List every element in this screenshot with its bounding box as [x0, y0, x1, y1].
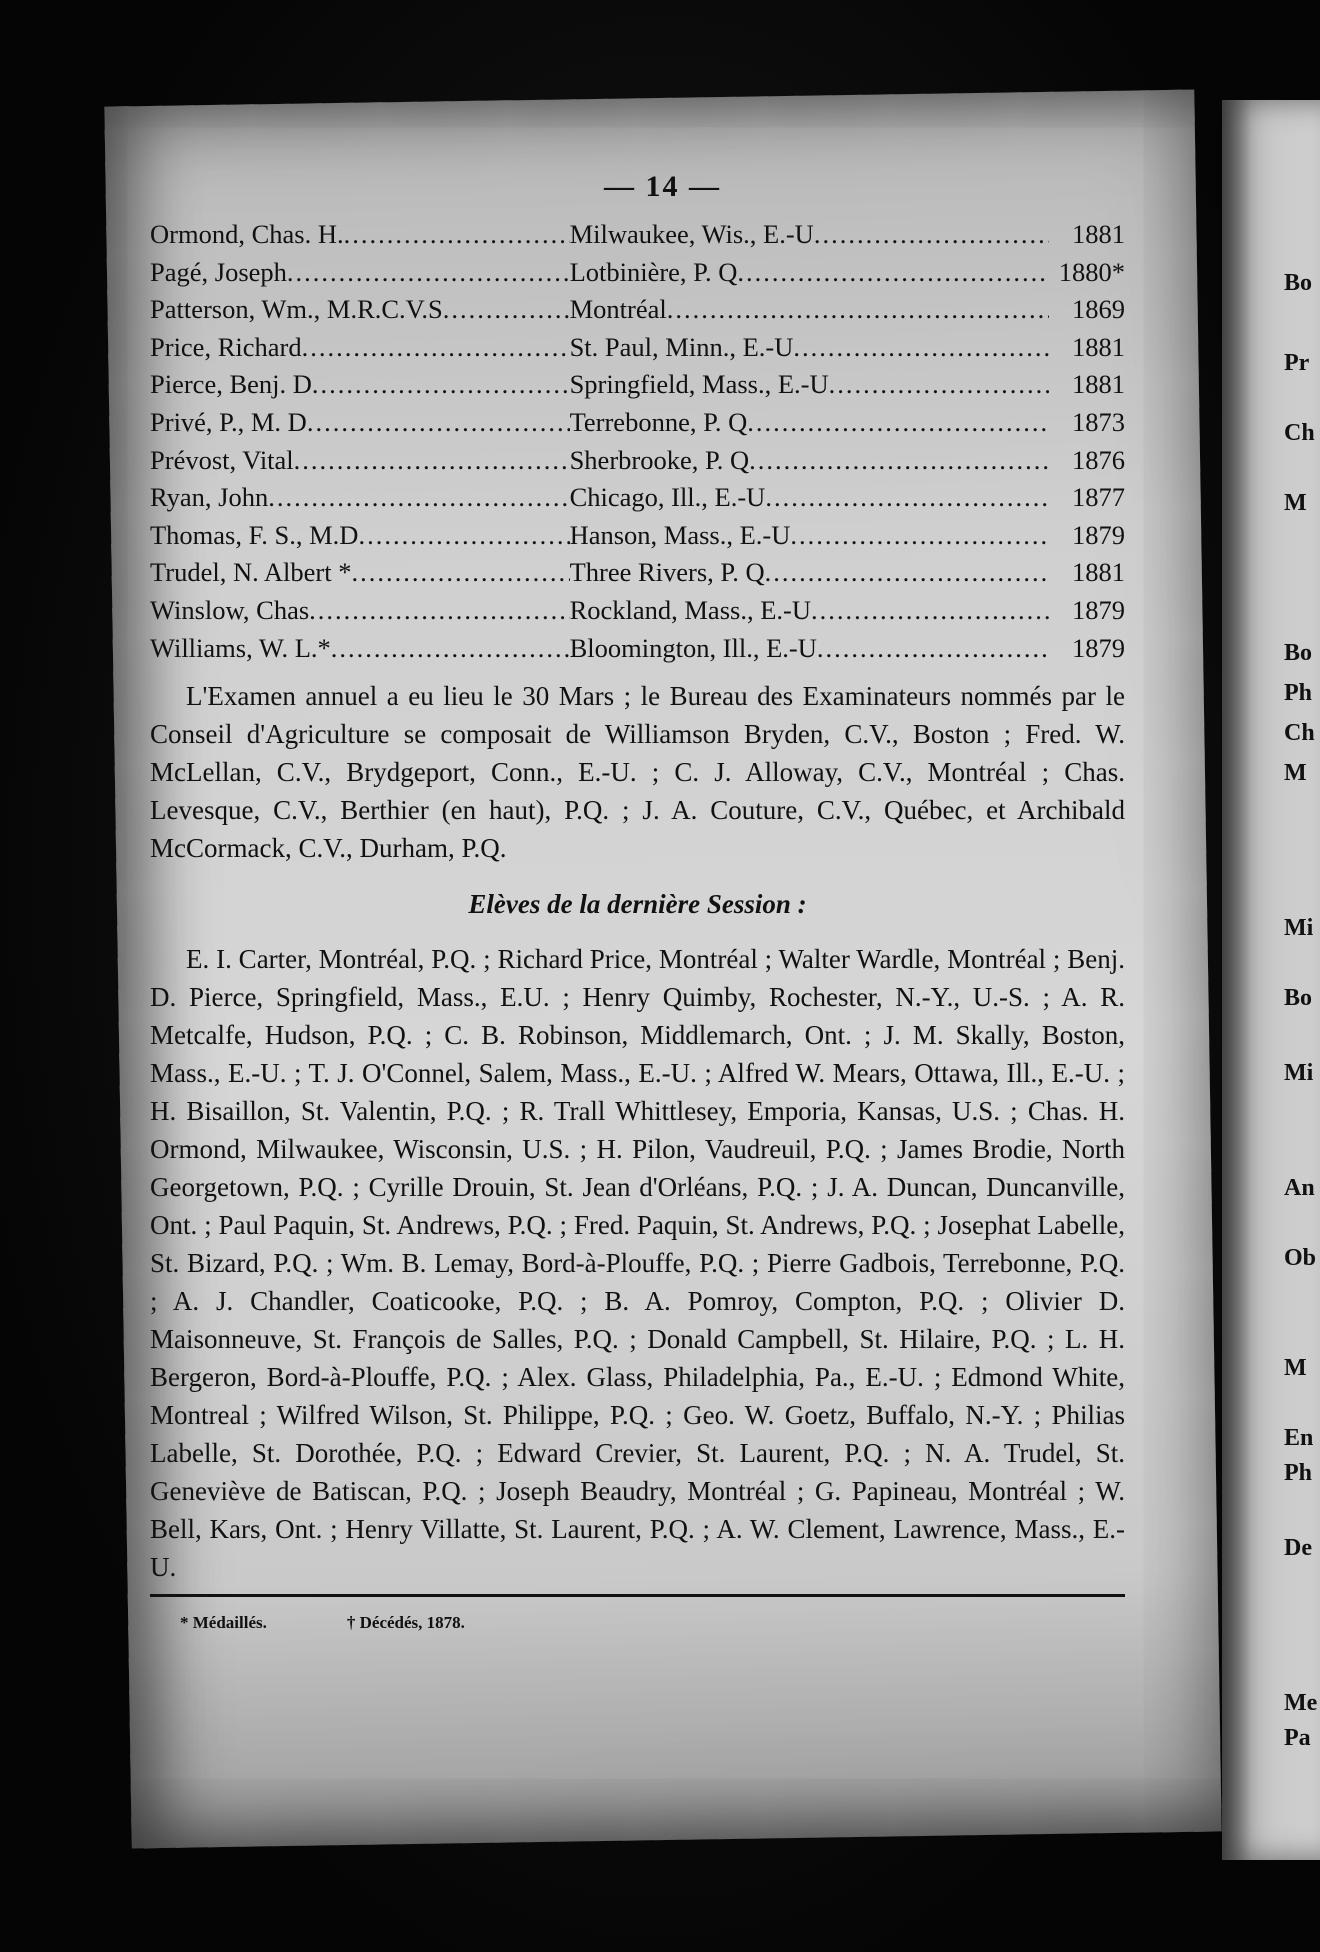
entry-name-cell — [150, 404, 570, 442]
entry-place-cell — [570, 592, 1050, 630]
list-item — [150, 291, 1125, 329]
adjacent-page-fragment: Ph — [1284, 680, 1313, 706]
entry-name-cell — [150, 592, 570, 630]
adjacent-page-fragment: Me — [1284, 1690, 1318, 1716]
entry-year: 1881 — [1071, 331, 1125, 362]
entry-year: 1881 — [1071, 557, 1125, 588]
section-title: Elèves de la dernière Session : — [468, 889, 807, 920]
adjacent-page-fragment: M — [1284, 760, 1307, 786]
dot-leader — [814, 216, 1049, 254]
entry-place: Rockland, Mass., E.-U — [569, 594, 811, 625]
dot-leader — [309, 592, 569, 630]
entry-name-cell — [150, 366, 570, 404]
dot-leader — [294, 442, 570, 480]
entry-name: Price, Richard — [150, 331, 302, 362]
page-number: — 14 — — [604, 170, 721, 203]
adjacent-page-fragment: An — [1284, 1175, 1315, 1201]
dot-leader — [344, 216, 570, 254]
adjacent-page-fragment: Bo — [1284, 270, 1313, 296]
dot-leader — [443, 291, 570, 329]
entry-place-cell — [570, 442, 1050, 480]
footnote-rule — [150, 1594, 1125, 1597]
entry-name-cell — [150, 479, 570, 517]
entry-year: 1881 — [1071, 369, 1125, 400]
footnote-deceased: † Décédés, 1878. — [346, 1613, 465, 1633]
graduate-list — [150, 216, 1125, 667]
dot-leader — [811, 592, 1049, 630]
entry-name: Pagé, Joseph — [150, 256, 287, 287]
entry-year: 1880* — [1058, 256, 1125, 287]
dot-leader — [790, 517, 1049, 555]
entry-place: Three Rivers, P. Q — [569, 557, 765, 588]
adjacent-page-fragment: Mi — [1284, 1060, 1314, 1086]
entry-name-cell — [150, 517, 570, 555]
dot-leader — [307, 404, 570, 442]
footnote-medal: * Médaillés. — [180, 1613, 267, 1633]
list-item — [150, 254, 1125, 292]
exam-paragraph: L'Examen annuel a eu lieu le 30 Mars ; le Bureau des Examinateurs nommés par le Conseil d'Agriculture se composait de Williamson Bryden, C.V., Boston ; Fred. W. McLellan, C.V., Brydgeport, Conn., E.-U. ; C. J. Alloway, C.V., Montréal ; Chas. Levesque, C.V., Berthier (en haut), P.Q. ; J. A. Couture, C.V., Québec, et Archibald McCormack, C.V., Durham, P.Q. — [150, 681, 1125, 864]
entry-year: 1879 — [1071, 632, 1125, 663]
adjacent-page-fragment: Pa — [1284, 1725, 1311, 1751]
dot-leader — [268, 479, 569, 517]
dot-leader — [817, 630, 1049, 668]
entry-name-cell — [150, 329, 570, 367]
list-item — [150, 479, 1125, 517]
entry-name: Patterson, Wm., M.R.C.V.S — [150, 294, 443, 325]
entry-name: Winslow, Chas — [150, 594, 310, 625]
entry-name: Prévost, Vital — [150, 444, 294, 475]
list-item — [150, 329, 1125, 367]
entry-place: Hanson, Mass., E.-U — [569, 519, 791, 550]
entry-place-cell — [570, 554, 1050, 592]
entry-place-cell — [570, 479, 1050, 517]
entry-place: Bloomington, Ill., E.-U — [569, 632, 817, 663]
entry-place-cell — [570, 630, 1050, 668]
entry-place: Springfield, Mass., E.-U — [569, 369, 829, 400]
adjacent-page-fragment: Bo — [1284, 985, 1313, 1011]
entry-name: Ryan, John — [150, 482, 269, 513]
dot-leader — [351, 554, 569, 592]
list-item — [150, 366, 1125, 404]
entry-year: 1877 — [1071, 482, 1125, 513]
entry-place: Terrebonne, P. Q — [569, 406, 748, 437]
dot-leader — [749, 442, 1049, 480]
entry-name-cell — [150, 254, 570, 292]
entry-year: 1869 — [1071, 294, 1125, 325]
entry-place: Milwaukee, Wis., E.-U — [569, 219, 814, 249]
adjacent-page-fragment: Ch — [1284, 720, 1315, 746]
dot-leader — [302, 329, 570, 367]
entry-name-cell — [150, 291, 570, 329]
adjacent-page-fragment: En — [1284, 1425, 1314, 1451]
footnotes — [150, 1613, 1125, 1633]
list-item — [150, 517, 1125, 555]
entry-name: Trudel, N. Albert * — [150, 557, 352, 588]
entry-place: Montréal — [569, 294, 667, 325]
entry-place: St. Paul, Minn., E.-U — [569, 331, 794, 362]
entry-place-cell — [570, 404, 1050, 442]
dot-leader — [358, 517, 569, 555]
list-item — [150, 630, 1125, 668]
entry-place-cell — [570, 517, 1050, 555]
list-item — [150, 404, 1125, 442]
entry-year: 1879 — [1071, 519, 1125, 550]
entry-name-cell — [150, 216, 570, 254]
entry-name: Pierce, Benj. D — [150, 369, 312, 400]
entry-place: Chicago, Ill., E.-U — [569, 482, 766, 513]
list-item — [150, 592, 1125, 630]
dot-leader — [667, 291, 1049, 329]
dot-leader — [765, 479, 1049, 517]
adjacent-page-fragment: Mi — [1284, 915, 1314, 941]
entry-name: Privé, P., M. D — [150, 406, 307, 437]
page-content — [150, 170, 1125, 1633]
entry-place-cell — [570, 329, 1050, 367]
list-item — [150, 442, 1125, 480]
adjacent-page-fragment: M — [1284, 1355, 1307, 1381]
dot-leader — [765, 554, 1049, 592]
entry-name-cell — [150, 554, 570, 592]
dot-leader — [331, 630, 570, 668]
entry-name: Williams, W. L.* — [150, 632, 331, 663]
adjacent-page-fragment: De — [1284, 1535, 1312, 1561]
entry-name: Thomas, F. S., M.D — [150, 519, 359, 550]
entry-year: 1873 — [1071, 406, 1125, 437]
dot-leader — [829, 366, 1049, 404]
adjacent-page-fragment: Bo — [1284, 640, 1313, 666]
entry-place-cell — [570, 254, 1050, 292]
entry-year: 1876 — [1071, 444, 1125, 475]
session-paragraph: E. I. Carter, Montréal, P.Q. ; Richard Price, Montréal ; Walter Wardle, Montréal ; Benj. D. Pierce, Springfield, Mass., E.U. ; Henry Quimby, Rochester, N.-Y., U.-S. ; A. R. Metcalfe, Hudson, P.Q. ; C. B. Robinson, Middlemarch, Ont. ; J. M. Skally, Boston, Mass., E.-U. ; T. J. O'Connel, Salem, Mass., E.-U. ; Alfred W. Mears, Ottawa, Ill., E.-U. ; H. Bisaillon, St. Valentin, P.Q. ; R. Trall Whittlesey, Emporia, Kansas, U.S. ; Chas. H. Ormond, Milwaukee, Wisconsin, U.S. ; H. Pilon, Vaudreuil, P.Q. ; James Brodie, North Georgetown, P.Q. ; Cyrille Drouin, St. Jean d'Orléans, P.Q. ; J. A. Duncan, Duncanville, Ont. ; Paul Paquin, St. Andrews, P.Q. ; Fred. Paquin, St. Andrews, P.Q. ; Josephat Labelle, St. Bizard, P.Q. ; Wm. B. Lemay, Bord-à-Plouffe, P.Q. ; Pierre Gadbois, Terrebonne, P.Q. ; A. J. Chandler, Coaticooke, P.Q. ; B. A. Pomroy, Compton, P.Q. ; Olivier D. Maisonneuve, St. François de Salles, P.Q. ; Donald Campbell, St. Hilaire, P.Q. ; L. H. Bergeron, Bord-à-Plouffe, P.Q. ; Alex. Glass, Philadelphia, Pa., E.-U. ; Edmond White, Montreal ; Wilfred Wilson, St. Philippe, P.Q. ; Geo. W. Goetz, Buffalo, N.-Y. ; Philias Labelle, St. Dorothée, P.Q. ; Edward Crevier, St. Laurent, P.Q. ; N. A. Trudel, St. Geneviève de Batiscan, P.Q. ; Joseph Beaudry, Montréal ; G. Papineau, Montréal ; W. Bell, Kars, Ont. ; Henry Villatte, St. Laurent, P.Q. ; A. W. Clement, Lawrence, Mass., E.-U. — [150, 944, 1125, 1583]
entry-year: 1879 — [1071, 594, 1125, 625]
adjacent-page-fragment: Pr — [1284, 350, 1310, 376]
dot-leader — [312, 366, 570, 404]
adjacent-page-fragment: Ch — [1284, 420, 1315, 446]
entry-place-cell — [570, 366, 1050, 404]
entry-name-cell — [150, 630, 570, 668]
entry-name-cell — [150, 442, 570, 480]
dot-leader — [793, 329, 1049, 367]
entry-place-cell — [570, 216, 1050, 254]
dot-leader — [287, 254, 570, 292]
dot-leader — [737, 254, 1049, 292]
dot-leader — [747, 404, 1049, 442]
list-item — [150, 216, 1125, 254]
adjacent-page-fragment: Ph — [1284, 1460, 1313, 1486]
entry-place-cell — [570, 291, 1050, 329]
list-item — [150, 554, 1125, 592]
entry-place: Lotbinière, P. Q — [569, 256, 738, 287]
entry-year: 1881 — [1071, 219, 1125, 249]
adjacent-page-fragment: M — [1284, 490, 1307, 516]
entry-name: Ormond, Chas. H. — [150, 219, 344, 249]
entry-place: Sherbrooke, P. Q — [569, 444, 750, 475]
adjacent-page-fragment: Ob — [1284, 1245, 1317, 1271]
